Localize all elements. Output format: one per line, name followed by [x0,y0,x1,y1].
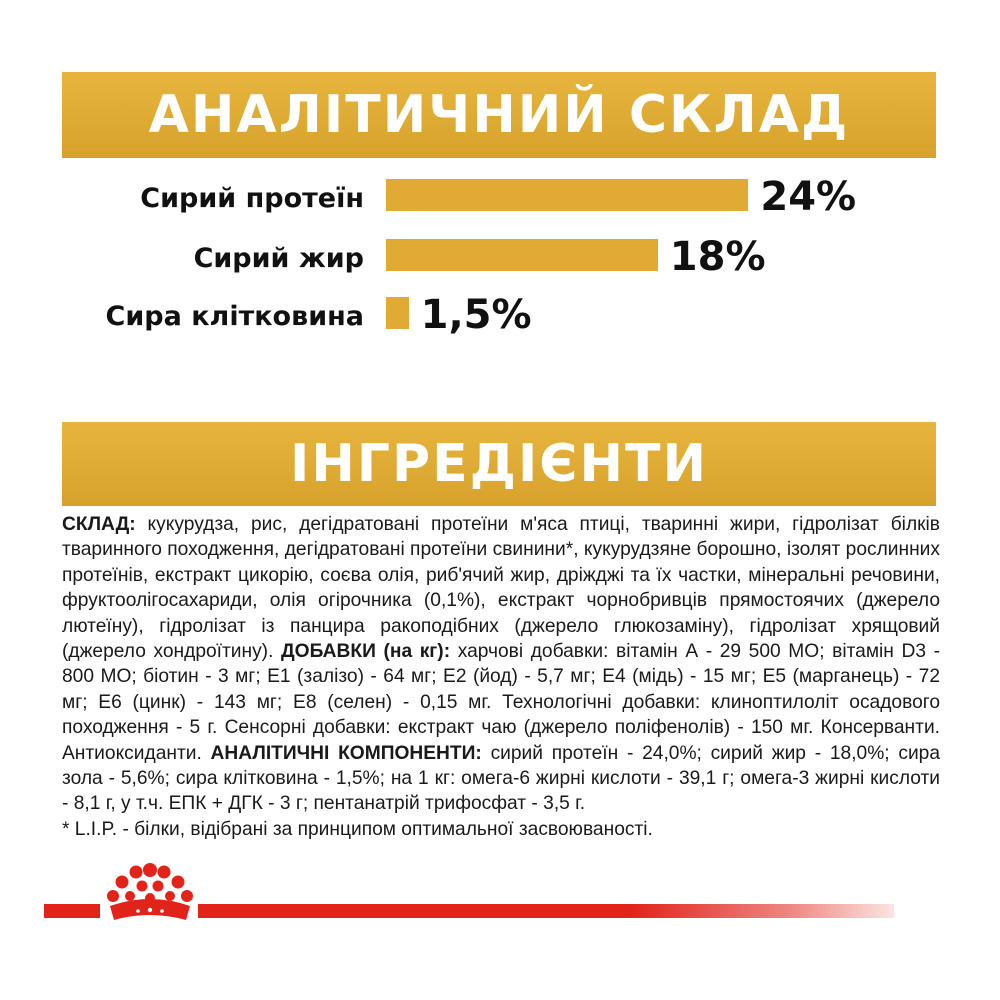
nutrient-bar [386,239,658,271]
ingredients-text [62,512,940,842]
additives-label: ДОБАВКИ (на кг): [281,641,451,663]
nutrient-row-fat [0,234,1000,284]
nutrient-label: Сира клітковина [105,301,364,332]
components-label: АНАЛІТИЧНІ КОМПОНЕНТИ: [210,742,482,764]
nutrient-bar [386,179,748,211]
nutrient-value: 18% [669,234,766,280]
footer-line-right [198,904,894,918]
composition-text: кукурудза, рис, дегідратовані протеїни м'яса птиці, тваринні жири, гідролізат білків тваринного походження, дегідратовані протеїни свинини*, кукурудзяне борошно, ізолят рослинних протеїнів, екстракт цикорію, соєва олія, риб'ячий жир, дріжджі та їх частки, мінеральні речовини, фруктоолігосахариди, олія огірочника (0,1%), екстракт чорнобривців прямостоячих (джерело лютеїну), гідролізат із панцира ракоподібних (джерело глюкозаміну), гідролізат хрящовий (джерело хондроїтину). [62,514,940,663]
nutrient-value: 24% [760,174,857,220]
ingredients-banner [62,422,936,506]
nutrient-label: Сирий жир [193,243,364,274]
composition-label: СКЛАД: [62,514,136,535]
components-text: сирий протеїн - 24,0%; сирий жир - 18,0%; сира зола - 5,6%; сира клітковина - 1,5%; на 1 кг: омега-6 жирні кислоти - 39,1 г; омега-3 жирні кислоти - 8,1 г, у т.ч. ЕПК + ДГК - 3 г; пентанатрій трифосфат - 3,5 г. [62,742,941,815]
nutrient-row-protein [0,174,1000,224]
analysis-banner [62,72,936,158]
nutrient-label: Сирий протеїн [140,183,364,214]
additives-text: харчові добавки: вітамін А - 29 500 МО; вітамін D3 - 800 МО; біотин - 3 мг; Е1 (залізо) - 64 мг; Е2 (йод) - 5,7 мг; Е4 (мідь) - 15 мг; Е5 (марганець) - 72 мг; Е6 (цинк) - 143 мг; Е8 (селен) - 0,15 мг. Технологічні добавки: клиноптилоліт осадового походження - 5 г. Сенсорні добавки: екстракт чаю (джерело поліфенолів) - 150 мг. Консерванти. Антиоксиданти. [62,641,940,764]
royal-canin-crown-icon [104,862,196,932]
ingredients-title: ІНГРЕДІЄНТИ [290,434,708,494]
footer-line-left [44,904,100,918]
nutrient-value: 1,5% [420,292,532,338]
analysis-title: АНАЛІТИЧНИЙ СКЛАД [148,85,850,145]
nutrient-bar [386,297,409,329]
nutrient-row-fibre [0,292,1000,342]
footnote: * L.I.P. - білки, відібрані за принципом оптимальної засвоюваності. [62,818,653,840]
